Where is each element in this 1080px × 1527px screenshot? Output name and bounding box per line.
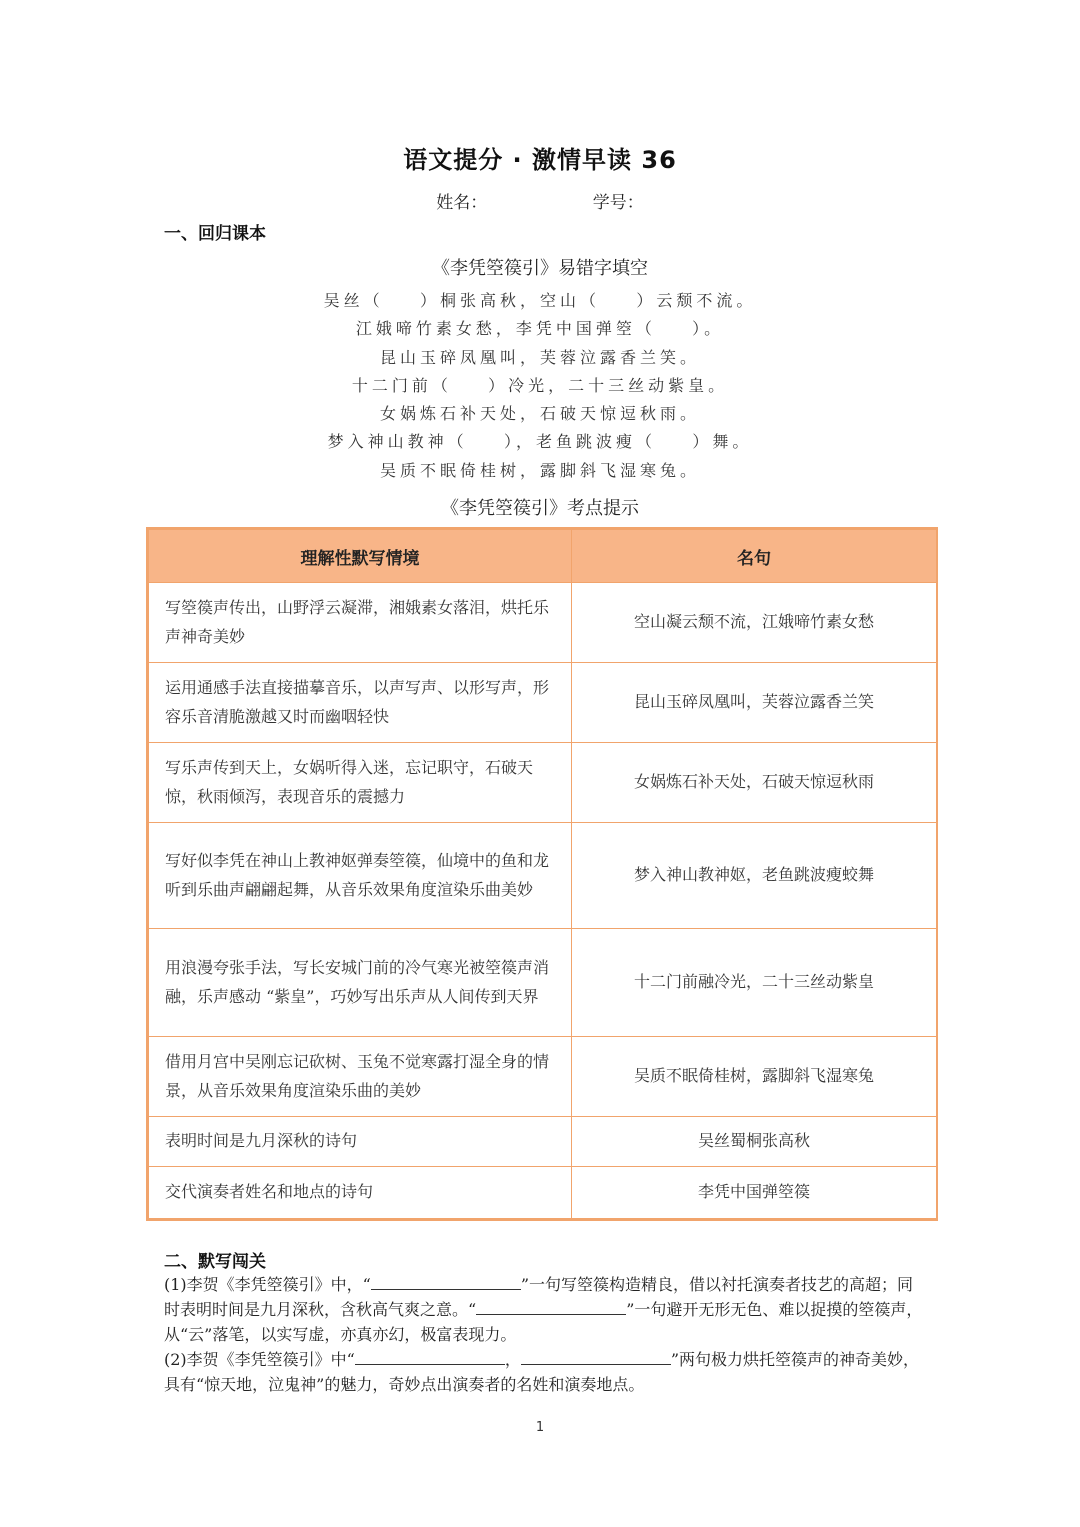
student-id-label: 学号：: [592, 193, 644, 213]
section-2-heading: 二、默写闯关: [164, 1252, 266, 1272]
answer-blank[interactable]: [355, 1348, 505, 1365]
quote-cell: 梦入神山教神妪，老鱼跳波瘦蛟舞: [572, 823, 937, 929]
table-header-row: [149, 530, 937, 583]
name-label: 姓名：: [436, 193, 488, 213]
poem-line: 吴丝（ ）桐张高秋，空山（ ）云颓不流。: [323, 291, 757, 310]
question-1: [164, 1272, 924, 1347]
exam-points-table: [146, 527, 938, 1221]
poem-block: [0, 287, 1080, 485]
context-cell: 写箜篌声传出，山野浮云凝滞，湘娥素女落泪，烘托乐声神奇美妙: [149, 583, 572, 663]
table-row: [149, 929, 937, 1037]
tips-title: 《李凭箜篌引》考点提示: [441, 498, 639, 519]
poem-line: 梦入神山教神（ ），老鱼跳波瘦（ ）舞。: [327, 432, 753, 452]
context-cell: 写好似李凭在神山上教神妪弹奏箜篌，仙境中的鱼和龙听到乐曲声翩翩起舞，从音乐效果角度渲染乐曲美妙: [149, 823, 572, 929]
poem-line: 吴质不眠倚桂树，露脚斜飞湿寒兔。: [379, 460, 700, 480]
table-row: [149, 1167, 937, 1219]
poem-line: 十二门前（ ）冷光，二十三丝动紫皇。: [351, 375, 729, 395]
quote-cell: 十二门前融冷光，二十三丝动紫皇: [572, 929, 937, 1037]
question-1-text-b: ”一句写箜篌构造精良，借以衬托演奏者技艺的高超；同时表明时间是九月深秋，含秋高气爽之意。“: [164, 1275, 914, 1319]
table-row: [149, 1117, 937, 1167]
context-cell: 表明时间是九月深秋的诗句: [149, 1117, 572, 1167]
section-1-heading: 一、回归课本: [164, 224, 266, 244]
table-row: [149, 823, 937, 929]
context-cell: 用浪漫夸张手法，写长安城门前的冷气寒光被箜篌声消融，乐声感动 “紫皇”，巧妙写出乐声从人间传到天界: [149, 929, 572, 1037]
quote-cell: 空山凝云颓不流，江娥啼竹素女愁: [572, 583, 937, 663]
table-row: [149, 1037, 937, 1117]
question-2-text-c: ”两句极力烘托箜篌声的神奇美妙，具有“惊天地，泣鬼神”的魅力，奇妙点出演奏者的名姓和演奏地点。: [164, 1350, 920, 1394]
question-1-text-c: ”一句避开无形无色、难以捉摸的箜篌声，从“云”落笔，以实写虚，亦真亦幻，极富表现力。: [164, 1300, 923, 1344]
question-2-text-b: ，: [504, 1350, 521, 1369]
context-cell: 借用月宫中吴刚忘记砍树、玉兔不觉寒露打湿全身的情景，从音乐效果角度渲染乐曲的美妙: [149, 1037, 572, 1117]
quote-cell: 吴质不眠倚桂树，露脚斜飞湿寒兔: [572, 1037, 937, 1117]
column-header-context: 理解性默写情境: [149, 530, 572, 583]
page-number: 1: [535, 1420, 545, 1435]
student-info-row: [0, 188, 1080, 213]
poem-line: 女娲炼石补天处，石破天惊逗秋雨。: [379, 404, 700, 424]
answer-blank[interactable]: [521, 1348, 671, 1365]
column-header-quote: 名句: [572, 530, 937, 583]
answer-blank[interactable]: [476, 1298, 626, 1315]
context-cell: 写乐声传到天上，女娲听得入迷，忘记职守，石破天惊，秋雨倾泻，表现音乐的震撼力: [149, 743, 572, 823]
context-cell: 运用通感手法直接描摹音乐，以声写声、以形写声，形容乐音清脆激越又时而幽咽轻快: [149, 663, 572, 743]
context-cell: 交代演奏者姓名和地点的诗句: [149, 1167, 572, 1219]
table-row: [149, 663, 937, 743]
question-2-text-a: (2)李贺《李凭箜篌引》中“: [164, 1350, 355, 1369]
table-row: [149, 583, 937, 663]
quote-cell: 李凭中国弹箜篌: [572, 1167, 937, 1219]
table-row: [149, 743, 937, 823]
answer-blank[interactable]: [371, 1273, 521, 1290]
quote-cell: 吴丝蜀桐张高秋: [572, 1117, 937, 1167]
quote-cell: 昆山玉碎凤凰叫，芙蓉泣露香兰笑: [572, 663, 937, 743]
poem-line: 昆山玉碎凤凰叫，芙蓉泣露香兰笑。: [379, 347, 700, 367]
question-2: [164, 1347, 924, 1397]
question-1-text-a: (1)李贺《李凭箜篌引》中，“: [164, 1275, 371, 1294]
fill-in-title: 《李凭箜篌引》易错字填空: [432, 258, 648, 279]
page-title: 语文提分 · 激情早读 36: [403, 146, 677, 174]
quote-cell: 女娲炼石补天处，石破天惊逗秋雨: [572, 743, 937, 823]
poem-line: 江娥啼竹素女愁，李凭中国弹箜（ ）。: [355, 319, 725, 339]
dictation-questions: [164, 1272, 924, 1397]
